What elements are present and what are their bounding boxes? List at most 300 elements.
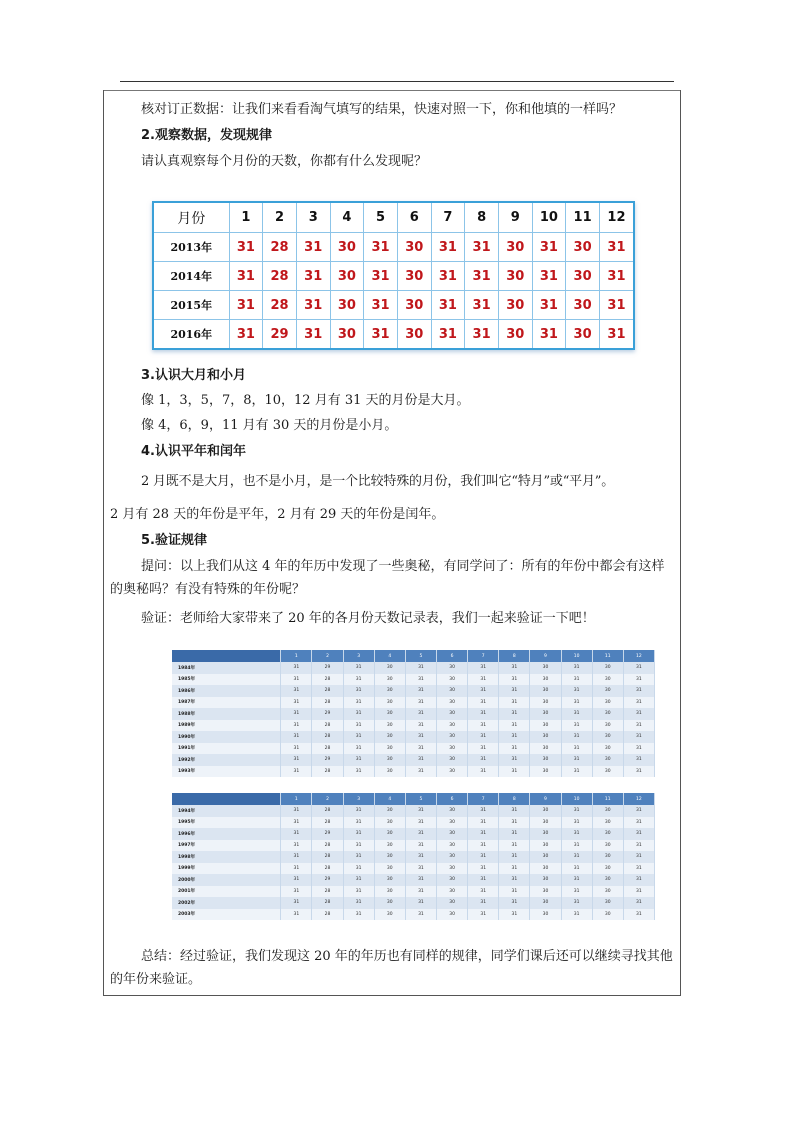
- small-table-cell: 30: [592, 685, 623, 697]
- small-table-cell: 31: [343, 909, 374, 921]
- days-cell: 30: [330, 291, 364, 320]
- small-table-cell: 30: [592, 840, 623, 852]
- days-cell: 31: [364, 233, 398, 262]
- small-table-cell: 30: [530, 743, 561, 755]
- small-table-cell: 31: [499, 805, 530, 817]
- small-table-year: 1989年: [172, 720, 281, 732]
- days-cell: 31: [532, 262, 566, 291]
- small-table-year: 1998年: [172, 851, 281, 863]
- small-table-cell: 31: [561, 840, 592, 852]
- days-cell: 31: [229, 233, 263, 262]
- small-table-cell: 30: [437, 805, 468, 817]
- small-table-cell: 30: [374, 731, 405, 743]
- small-table-cell: 30: [530, 840, 561, 852]
- small-table-header-cell: [172, 650, 281, 662]
- small-table-cell: 31: [281, 731, 312, 743]
- small-table-cell: 31: [499, 754, 530, 766]
- small-table-cell: 31: [468, 708, 499, 720]
- small-table-cell: 31: [468, 662, 499, 674]
- small-table-year: 1997年: [172, 840, 281, 852]
- days-cell: 31: [431, 291, 465, 320]
- small-table-cell: 31: [499, 897, 530, 909]
- small-table-cell: 30: [437, 685, 468, 697]
- year-label: 2014年: [153, 262, 229, 291]
- days-cell: 29: [263, 320, 297, 350]
- small-table-cell: 30: [437, 697, 468, 709]
- small-table-cell: 31: [405, 840, 436, 852]
- small-table-cell: 31: [623, 909, 654, 921]
- small-table-year: 1987年: [172, 697, 281, 709]
- small-table-cell: 30: [374, 874, 405, 886]
- small-table-row: [172, 754, 655, 766]
- small-table-cell: 28: [312, 897, 343, 909]
- month-header-cell: 9: [498, 202, 532, 233]
- days-cell: 30: [397, 320, 431, 350]
- small-table-cell: 31: [561, 685, 592, 697]
- small-table-year: 2003年: [172, 909, 281, 921]
- small-table-year: 1992年: [172, 754, 281, 766]
- small-table-cell: 30: [374, 817, 405, 829]
- small-table-header-cell: 4: [374, 793, 405, 805]
- small-table-row: [172, 685, 655, 697]
- small-table-cell: 30: [592, 909, 623, 921]
- small-table-cell: 30: [592, 897, 623, 909]
- small-table-cell: 28: [312, 817, 343, 829]
- small-table-year: 1990年: [172, 731, 281, 743]
- days-cell: 30: [566, 320, 600, 350]
- days-cell: 30: [397, 233, 431, 262]
- small-table-header-cell: 5: [405, 793, 436, 805]
- small-table-cell: 31: [561, 805, 592, 817]
- small-table-cell: 31: [561, 817, 592, 829]
- small-table-cell: 30: [592, 805, 623, 817]
- small-table-cell: 30: [437, 720, 468, 732]
- small-table-cell: 31: [343, 897, 374, 909]
- question-text: 提问：以上我们从这 4 年的年历中发现了一些奥秘，有同学问了：所有的年份中都会有这样的奥秘吗？有没有特殊的年份呢？: [110, 559, 665, 597]
- month-header-label: 月份: [153, 202, 229, 233]
- small-table-cell: 31: [281, 674, 312, 686]
- summary-text: 总结：经过验证，我们发现这 20 年的年历也有同样的规律，同学们课后还可以继续寻找其他的年份来验证。: [110, 949, 673, 987]
- small-table-cell: 31: [499, 863, 530, 875]
- small-table-cell: 30: [374, 685, 405, 697]
- small-table-cell: 31: [281, 886, 312, 898]
- small-table-cell: 31: [405, 886, 436, 898]
- small-table-cell: 30: [530, 909, 561, 921]
- small-table-cell: 30: [592, 863, 623, 875]
- small-table-cell: 28: [312, 766, 343, 778]
- small-table-cell: 31: [468, 840, 499, 852]
- days-cell: 31: [599, 291, 634, 320]
- small-table-cell: 31: [405, 662, 436, 674]
- small-table-cell: 31: [623, 674, 654, 686]
- small-table-header-cell: 9: [530, 650, 561, 662]
- small-table-row: [172, 766, 655, 778]
- small-table-cell: 30: [437, 886, 468, 898]
- days-cell: 31: [296, 320, 330, 350]
- small-table-cell: 30: [374, 863, 405, 875]
- small-table-cell: 31: [499, 886, 530, 898]
- small-table-cell: 31: [623, 851, 654, 863]
- days-cell: 31: [296, 262, 330, 291]
- small-table-cell: 31: [468, 828, 499, 840]
- small-table-cell: 31: [405, 766, 436, 778]
- small-table-header-cell: 1: [281, 650, 312, 662]
- small-table-header-cell: 3: [343, 650, 374, 662]
- small-table-cell: 30: [592, 766, 623, 778]
- small-table-cell: 31: [499, 708, 530, 720]
- days-cell: 30: [397, 291, 431, 320]
- small-table-cell: 31: [623, 840, 654, 852]
- small-table-year: 1995年: [172, 817, 281, 829]
- small-table-cell: 31: [561, 874, 592, 886]
- days-cell: 31: [229, 262, 263, 291]
- small-table-cell: 30: [530, 863, 561, 875]
- small-table-cell: 31: [281, 909, 312, 921]
- small-table-header-row: [172, 793, 655, 805]
- small-table-cell: 31: [405, 708, 436, 720]
- small-table-row: [172, 874, 655, 886]
- verify-text: 验证：老师给大家带来了 20 年的各月份天数记录表，我们一起来验证一下吧！: [141, 611, 595, 626]
- year-row: [153, 291, 634, 320]
- small-table-cell: 31: [405, 897, 436, 909]
- small-table-cell: 30: [437, 863, 468, 875]
- small-table-cell: 30: [374, 708, 405, 720]
- small-table-row: [172, 743, 655, 755]
- small-table-cell: 31: [499, 662, 530, 674]
- small-table-cell: 30: [530, 805, 561, 817]
- small-table-cell: 29: [312, 708, 343, 720]
- small-table-header-cell: 9: [530, 793, 561, 805]
- small-table-year: 1991年: [172, 743, 281, 755]
- small-table-cell: 31: [405, 805, 436, 817]
- small-table-cell: 31: [499, 697, 530, 709]
- small-table-cell: 31: [343, 720, 374, 732]
- small-table-cell: 31: [281, 720, 312, 732]
- days-cell: 31: [296, 291, 330, 320]
- small-table-cell: 31: [561, 851, 592, 863]
- section-2-heading: 2.观察数据，发现规律: [141, 128, 272, 143]
- small-table-cell: 31: [561, 743, 592, 755]
- small-table-cell: 30: [530, 817, 561, 829]
- small-table-cell: 31: [561, 897, 592, 909]
- small-table-year: 2002年: [172, 897, 281, 909]
- small-table-cell: 31: [623, 863, 654, 875]
- small-table-header-cell: 1: [281, 793, 312, 805]
- days-cell: 31: [599, 262, 634, 291]
- small-table-cell: 31: [405, 909, 436, 921]
- small-table-cell: 31: [343, 674, 374, 686]
- month-header-cell: 8: [465, 202, 499, 233]
- small-table-cell: 31: [405, 874, 436, 886]
- section-5-heading: 5.验证规律: [141, 533, 207, 548]
- small-table-cell: 31: [343, 766, 374, 778]
- small-table-cell: 31: [343, 731, 374, 743]
- small-table-cell: 31: [561, 863, 592, 875]
- twenty-year-table-2: [172, 793, 655, 920]
- small-table-cell: 30: [592, 708, 623, 720]
- days-cell: 30: [498, 262, 532, 291]
- small-table-row: [172, 662, 655, 674]
- small-table-cell: 31: [281, 828, 312, 840]
- year-row: [153, 233, 634, 262]
- small-table-cell: 31: [561, 662, 592, 674]
- small-table-row: [172, 897, 655, 909]
- small-table-cell: 31: [561, 697, 592, 709]
- month-days-table: [152, 201, 635, 350]
- small-table-cell: 31: [561, 708, 592, 720]
- small-table-cell: 31: [623, 685, 654, 697]
- small-table-cell: 31: [468, 863, 499, 875]
- small-table-cell: 28: [312, 720, 343, 732]
- small-table-cell: 30: [437, 754, 468, 766]
- small-table-header-cell: 12: [623, 650, 654, 662]
- small-table-cell: 30: [530, 851, 561, 863]
- days-cell: 31: [229, 320, 263, 350]
- small-table-cell: 31: [405, 685, 436, 697]
- small-table-cell: 30: [437, 731, 468, 743]
- small-table-row: [172, 720, 655, 732]
- days-cell: 31: [599, 233, 634, 262]
- small-table-cell: 31: [561, 909, 592, 921]
- small-table-cell: 30: [592, 720, 623, 732]
- small-table-row: [172, 805, 655, 817]
- small-table-cell: 30: [530, 766, 561, 778]
- small-table-cell: 28: [312, 743, 343, 755]
- small-table-header-cell: 4: [374, 650, 405, 662]
- small-table-cell: 31: [623, 743, 654, 755]
- small-table-cell: 31: [468, 817, 499, 829]
- month-header-cell: 1: [229, 202, 263, 233]
- small-table-cell: 31: [468, 743, 499, 755]
- small-table-cell: 30: [592, 674, 623, 686]
- small-table-cell: 31: [281, 697, 312, 709]
- small-table-cell: 30: [592, 886, 623, 898]
- small-table-cell: 30: [530, 886, 561, 898]
- small-table-cell: 31: [343, 743, 374, 755]
- small-table-cell: 31: [623, 754, 654, 766]
- small-table-cell: 31: [623, 766, 654, 778]
- days-cell: 30: [330, 233, 364, 262]
- small-table-cell: 28: [312, 840, 343, 852]
- small-table-cell: 30: [437, 766, 468, 778]
- days-cell: 30: [330, 320, 364, 350]
- small-table-cell: 31: [499, 828, 530, 840]
- small-table-row: [172, 909, 655, 921]
- small-table-cell: 31: [343, 851, 374, 863]
- small-table-cell: 30: [530, 720, 561, 732]
- small-table-cell: 31: [405, 697, 436, 709]
- small-table-cell: 31: [468, 697, 499, 709]
- days-cell: 30: [330, 262, 364, 291]
- days-cell: 31: [364, 291, 398, 320]
- small-table-header-cell: 5: [405, 650, 436, 662]
- small-table-header-cell: 7: [468, 650, 499, 662]
- small-table-cell: 28: [312, 805, 343, 817]
- small-table-cell: 31: [343, 840, 374, 852]
- month-header-cell: 3: [296, 202, 330, 233]
- year-label: 2015年: [153, 291, 229, 320]
- small-table-cell: 30: [374, 743, 405, 755]
- days-cell: 31: [229, 291, 263, 320]
- small-table-cell: 30: [437, 708, 468, 720]
- small-table-cell: 31: [499, 909, 530, 921]
- small-table-cell: 30: [374, 754, 405, 766]
- days-cell: 31: [296, 233, 330, 262]
- small-table-cell: 31: [468, 674, 499, 686]
- small-table-cell: 31: [281, 874, 312, 886]
- leap-year-text: 2 月有 28 天的年份是平年，2 月有 29 天的年份是闰年。: [110, 507, 445, 522]
- small-table-cell: 31: [468, 805, 499, 817]
- small-table-cell: 31: [499, 817, 530, 829]
- small-table-header-cell: [172, 793, 281, 805]
- small-table-cell: 31: [499, 766, 530, 778]
- small-table-cell: 31: [281, 685, 312, 697]
- days-cell: 30: [397, 262, 431, 291]
- small-table-cell: 31: [468, 731, 499, 743]
- small-table-cell: 30: [592, 697, 623, 709]
- small-table-cell: 31: [623, 805, 654, 817]
- small-table-cell: 31: [468, 685, 499, 697]
- small-table-year: 1986年: [172, 685, 281, 697]
- small-table-cell: 31: [405, 720, 436, 732]
- small-table-cell: 30: [530, 685, 561, 697]
- small-table-cell: 31: [623, 828, 654, 840]
- small-table-cell: 31: [405, 754, 436, 766]
- twenty-year-table-1: [172, 650, 655, 777]
- small-table-cell: 31: [405, 743, 436, 755]
- small-table-cell: 31: [623, 662, 654, 674]
- small-table-row: [172, 886, 655, 898]
- small-table-cell: 30: [374, 720, 405, 732]
- small-table-cell: 30: [374, 697, 405, 709]
- observe-prompt: 请认真观察每个月份的天数，你都有什么发现呢？: [141, 154, 428, 169]
- month-header-row: [153, 202, 634, 233]
- days-cell: 31: [431, 320, 465, 350]
- month-header-cell: 12: [599, 202, 634, 233]
- small-table-header-cell: 8: [499, 793, 530, 805]
- small-table-cell: 31: [343, 685, 374, 697]
- small-table-cell: 31: [623, 731, 654, 743]
- small-table-year: 2001年: [172, 886, 281, 898]
- small-table-cell: 31: [468, 754, 499, 766]
- small-table-cell: 31: [343, 886, 374, 898]
- small-table-cell: 31: [561, 766, 592, 778]
- days-cell: 31: [465, 262, 499, 291]
- small-table-cell: 30: [530, 697, 561, 709]
- small-table-row: [172, 851, 655, 863]
- section-4-heading: 4.认识平年和闰年: [141, 444, 246, 459]
- big-month-text: 像 1，3，5，7，8，10，12 月有 31 天的月份是大月。: [141, 393, 470, 408]
- days-cell: 31: [465, 291, 499, 320]
- small-table-cell: 28: [312, 909, 343, 921]
- small-table-cell: 31: [468, 720, 499, 732]
- february-text: 2 月既不是大月，也不是小月，是一个比较特殊的月份，我们叫它“特月”或“平月”。: [141, 474, 614, 489]
- small-table-cell: 31: [623, 886, 654, 898]
- small-table-cell: 30: [374, 805, 405, 817]
- small-table-row: [172, 817, 655, 829]
- days-cell: 30: [498, 233, 532, 262]
- small-table-cell: 30: [530, 828, 561, 840]
- small-table-cell: 30: [374, 897, 405, 909]
- small-table-cell: 30: [592, 874, 623, 886]
- small-table-cell: 31: [561, 720, 592, 732]
- small-table-cell: 30: [374, 840, 405, 852]
- small-table-cell: 31: [468, 897, 499, 909]
- small-table-cell: 31: [281, 662, 312, 674]
- small-table-row: [172, 674, 655, 686]
- small-table-row: [172, 708, 655, 720]
- small-table-cell: 30: [374, 674, 405, 686]
- small-table-row: [172, 840, 655, 852]
- small-table-cell: 31: [561, 828, 592, 840]
- days-cell: 31: [532, 291, 566, 320]
- days-cell: 30: [566, 262, 600, 291]
- month-header-cell: 7: [431, 202, 465, 233]
- small-table-header-cell: 11: [592, 650, 623, 662]
- small-table-year: 1996年: [172, 828, 281, 840]
- small-table-cell: 30: [374, 851, 405, 863]
- small-table-cell: 31: [623, 874, 654, 886]
- small-table-cell: 30: [437, 828, 468, 840]
- days-cell: 31: [431, 233, 465, 262]
- year-label: 2016年: [153, 320, 229, 350]
- small-table-cell: 30: [374, 766, 405, 778]
- small-table-cell: 30: [592, 817, 623, 829]
- small-table-row: [172, 731, 655, 743]
- small-table-cell: 31: [405, 817, 436, 829]
- small-table-cell: 31: [468, 851, 499, 863]
- year-row: [153, 320, 634, 350]
- small-table-cell: 30: [374, 886, 405, 898]
- small-table-cell: 31: [343, 874, 374, 886]
- small-table-header-row: [172, 650, 655, 662]
- small-table-cell: 29: [312, 662, 343, 674]
- header-rule: [120, 81, 674, 82]
- days-cell: 28: [263, 233, 297, 262]
- small-table-cell: 30: [530, 897, 561, 909]
- small-table-cell: 30: [437, 909, 468, 921]
- small-table-cell: 31: [281, 766, 312, 778]
- small-table-cell: 30: [530, 662, 561, 674]
- small-table-cell: 31: [343, 708, 374, 720]
- small-table-header-cell: 2: [312, 650, 343, 662]
- small-table-year: 1984年: [172, 662, 281, 674]
- small-table-cell: 31: [499, 851, 530, 863]
- small-table-cell: 28: [312, 674, 343, 686]
- small-table-header-cell: 10: [561, 793, 592, 805]
- small-table-cell: 30: [530, 731, 561, 743]
- small-table-header-cell: 6: [437, 650, 468, 662]
- small-table-cell: 31: [281, 805, 312, 817]
- small-table-cell: 30: [437, 851, 468, 863]
- days-cell: 28: [263, 291, 297, 320]
- small-table-cell: 31: [343, 662, 374, 674]
- days-cell: 31: [532, 320, 566, 350]
- small-table-cell: 31: [623, 720, 654, 732]
- small-table-cell: 31: [343, 754, 374, 766]
- small-table-header-cell: 11: [592, 793, 623, 805]
- small-table-cell: 31: [281, 708, 312, 720]
- small-table-cell: 30: [437, 897, 468, 909]
- small-table-year: 1993年: [172, 766, 281, 778]
- small-table-cell: 30: [530, 874, 561, 886]
- small-table-cell: 31: [405, 828, 436, 840]
- small-table-cell: 28: [312, 731, 343, 743]
- small-table-cell: 30: [437, 874, 468, 886]
- small-table-cell: 31: [468, 874, 499, 886]
- small-table-cell: 30: [530, 708, 561, 720]
- month-header-cell: 10: [532, 202, 566, 233]
